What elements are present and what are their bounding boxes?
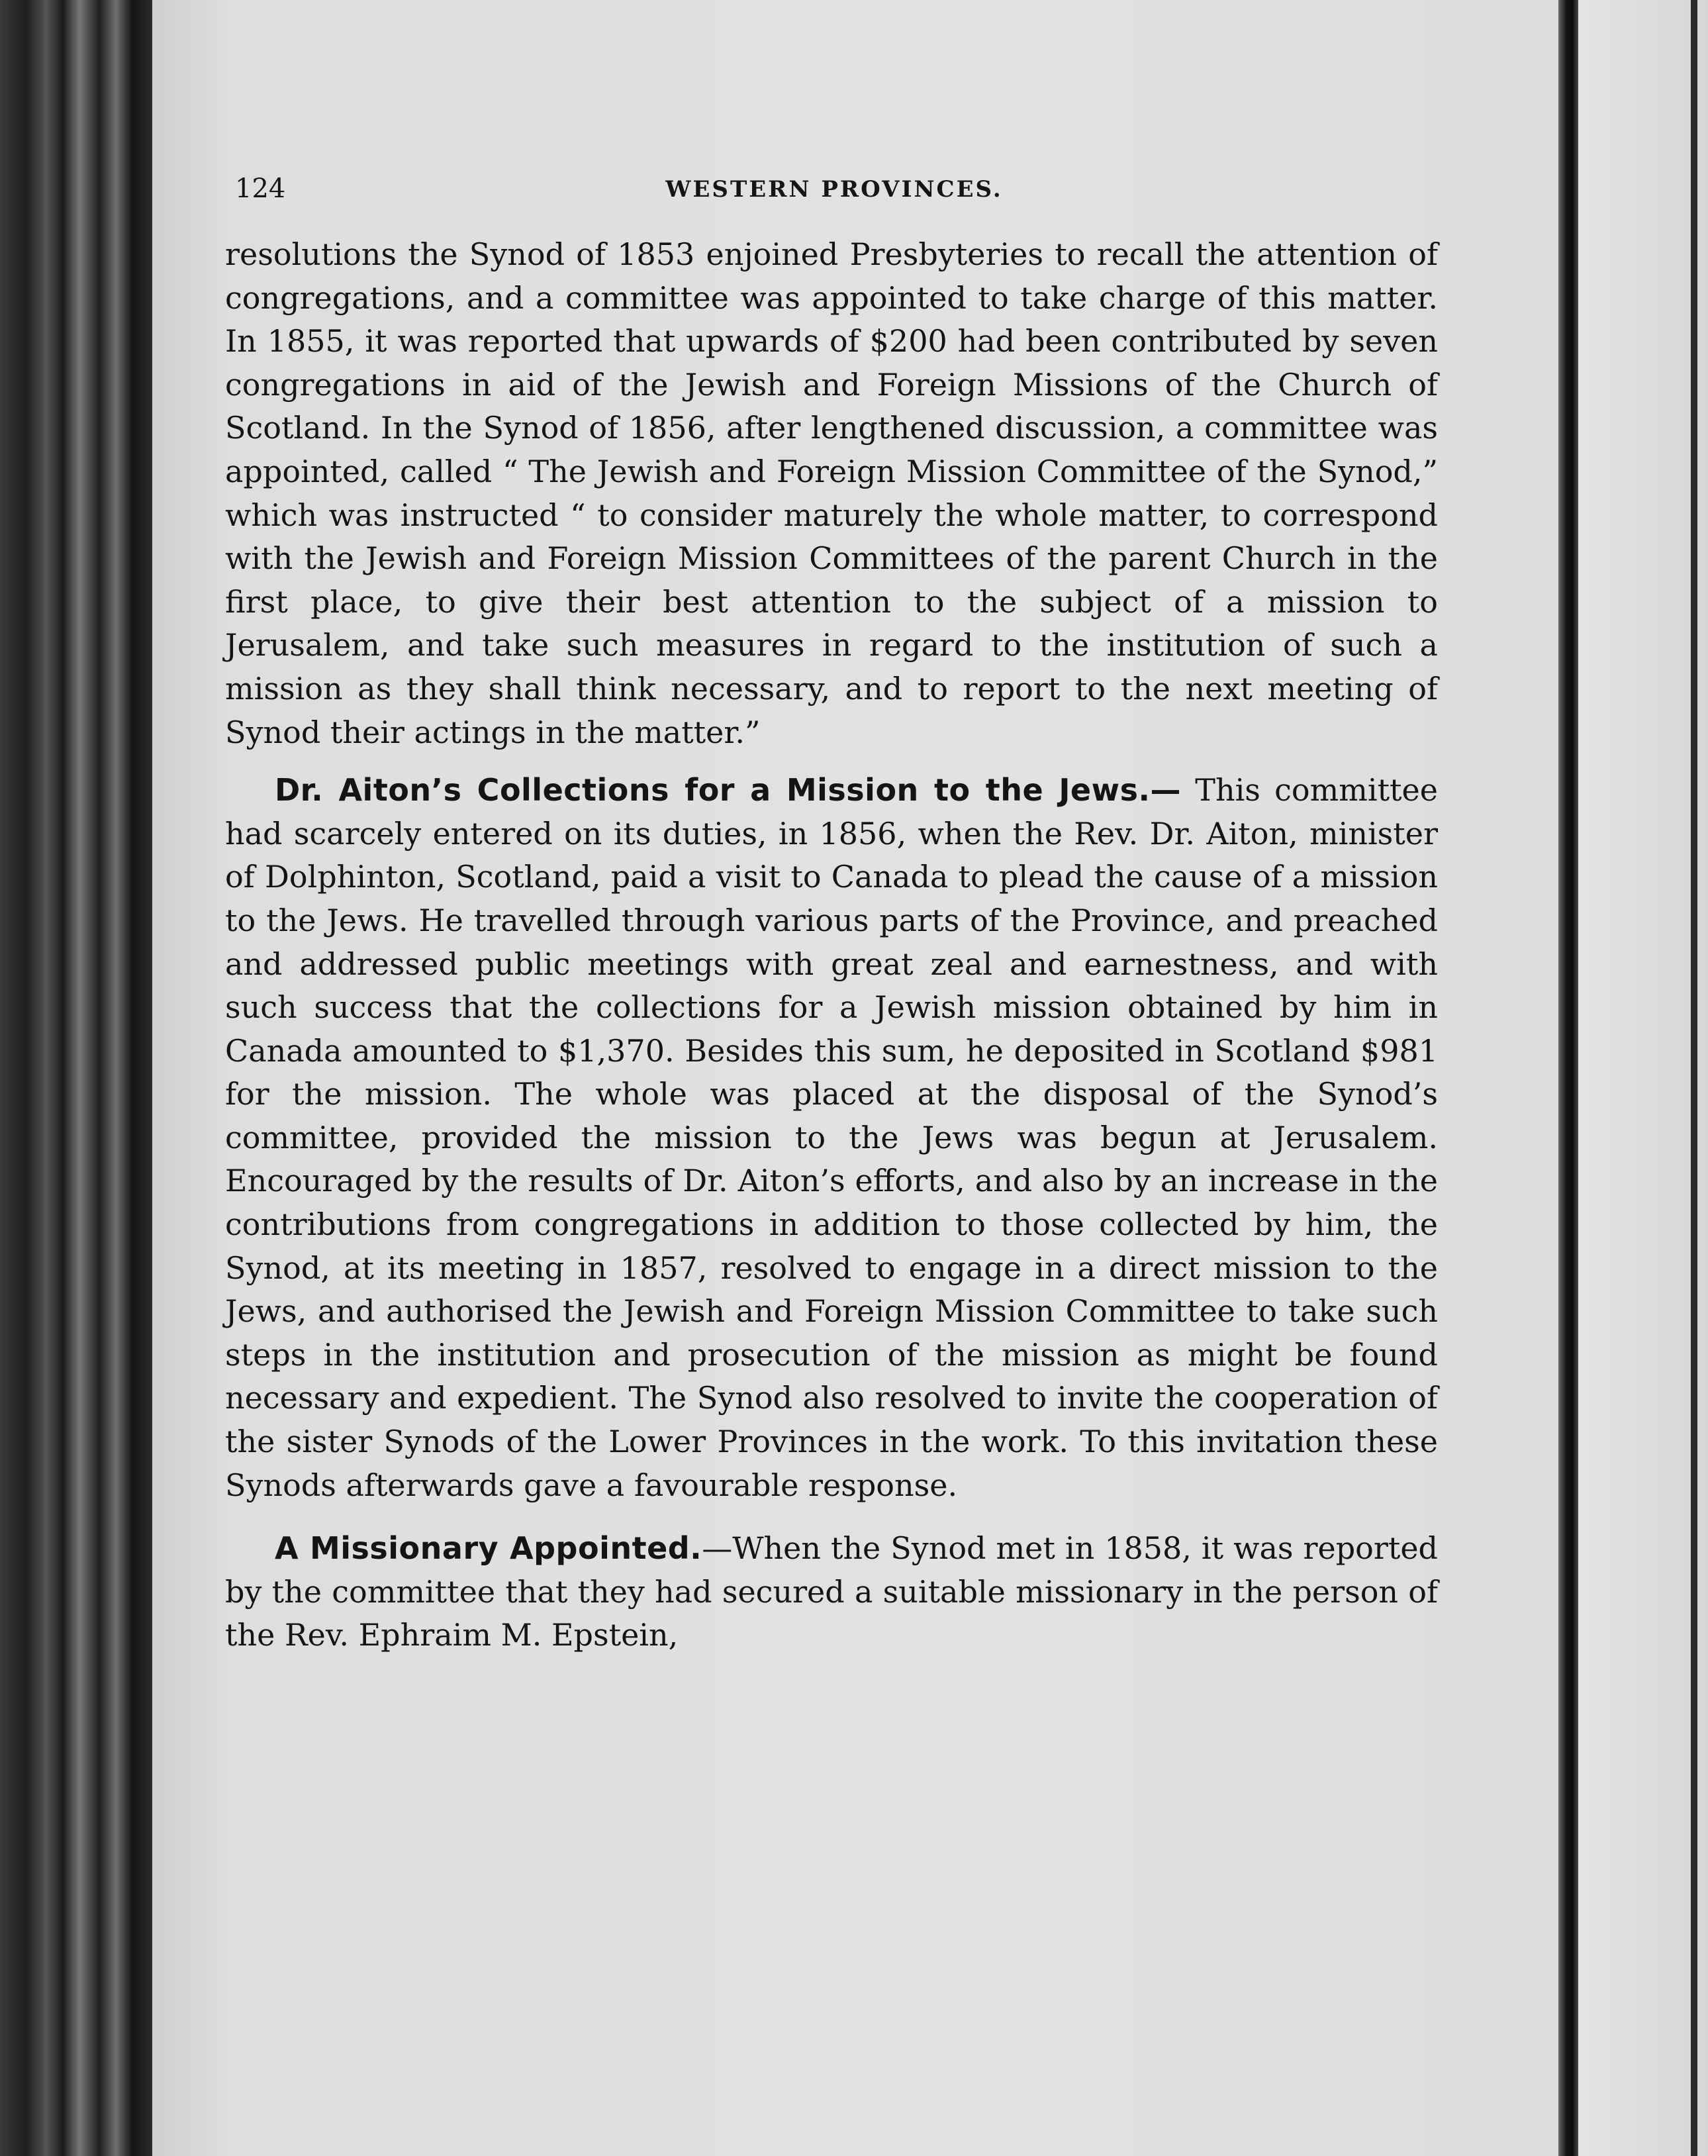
section-heading-aiton: Dr. Aiton’s Collections for a Mission to the Jews.— [275, 772, 1181, 808]
adjacent-page-rule [1691, 0, 1697, 2156]
page-number: 124 [235, 173, 286, 204]
paragraph-aiton: This committee had scarcely entered on its duties, in 1856, when the Rev. Dr. Aiton, minister of Dolphinton, Scotland, paid a visit to Canada to plead the cause of a mission to the Jews. He travelled through various parts of the Province, and preached and addressed public meetings with great zeal and earnestness, and with such success that the collections for a Jewish mission obtained by him in Canada amounted to $1,370. Besides this sum, he deposited in Scotland $981 for the mission. The whole was placed at the disposal of the Synod’s committee, provided the mission to the Jews was begun at Jerusalem. Encouraged by the results of Dr. Aiton’s efforts, and also by an increase in the contributions from congregations in addition to those collected by him, the Synod, at its meeting in 1857, resolved to engage in a direct mission to the Jews, and authorised the Jewish and Foreign Mission Committee to take such steps in the institution and prosecution of the mission as might be found necessary and expedient. The Synod also resolved to invite the cooperation of the sister Synods of the Lower Provinces in the work. To this invitation these Synods afterwards gave a favourable response. [225, 772, 1438, 1503]
section-heading-missionary: A Missionary Appointed. [275, 1530, 702, 1567]
page-header [235, 173, 1433, 213]
adjacent-page-sliver [1578, 0, 1708, 2156]
section-aiton-collections [225, 769, 1438, 1507]
paragraph-missionary: —When the Synod met in 1858, it was reported by the committee that they had secured a suitable missionary in the person of the Rev. Ephraim M. Epstein, [225, 1530, 1438, 1653]
page-edge-shadow [1558, 0, 1578, 2156]
book-binding-gutter [0, 0, 152, 2156]
paragraph-synod-resolutions: resolutions the Synod of 1853 enjoined Presbyteries to recall the attention of congregations, and a committee was appointed to take charge of this matter. In 1855, it was reported that upwards of $200 had been contributed by seven congregations in aid of the Jewish and Foreign Missions of the Church of Scotland. In the Synod of 1856, after lengthened discussion, a committee was appointed, called “ The Jewish and Foreign Mission Committee of the Synod,” which was instructed “ to consider maturely the whole matter, to correspond with the Jewish and Foreign Mission Committees of the parent Church in the first place, to give their best attention to the subject of a mission to Jerusalem, and take such measures in regard to the institution of such a mission as they shall think necessary, and to report to the next meeting of Synod their actings in the matter.” [225, 236, 1438, 750]
page-body [225, 233, 1438, 1657]
section-missionary-appointed [225, 1527, 1438, 1657]
running-head: WESTERN PROVINCES. [665, 176, 1003, 203]
